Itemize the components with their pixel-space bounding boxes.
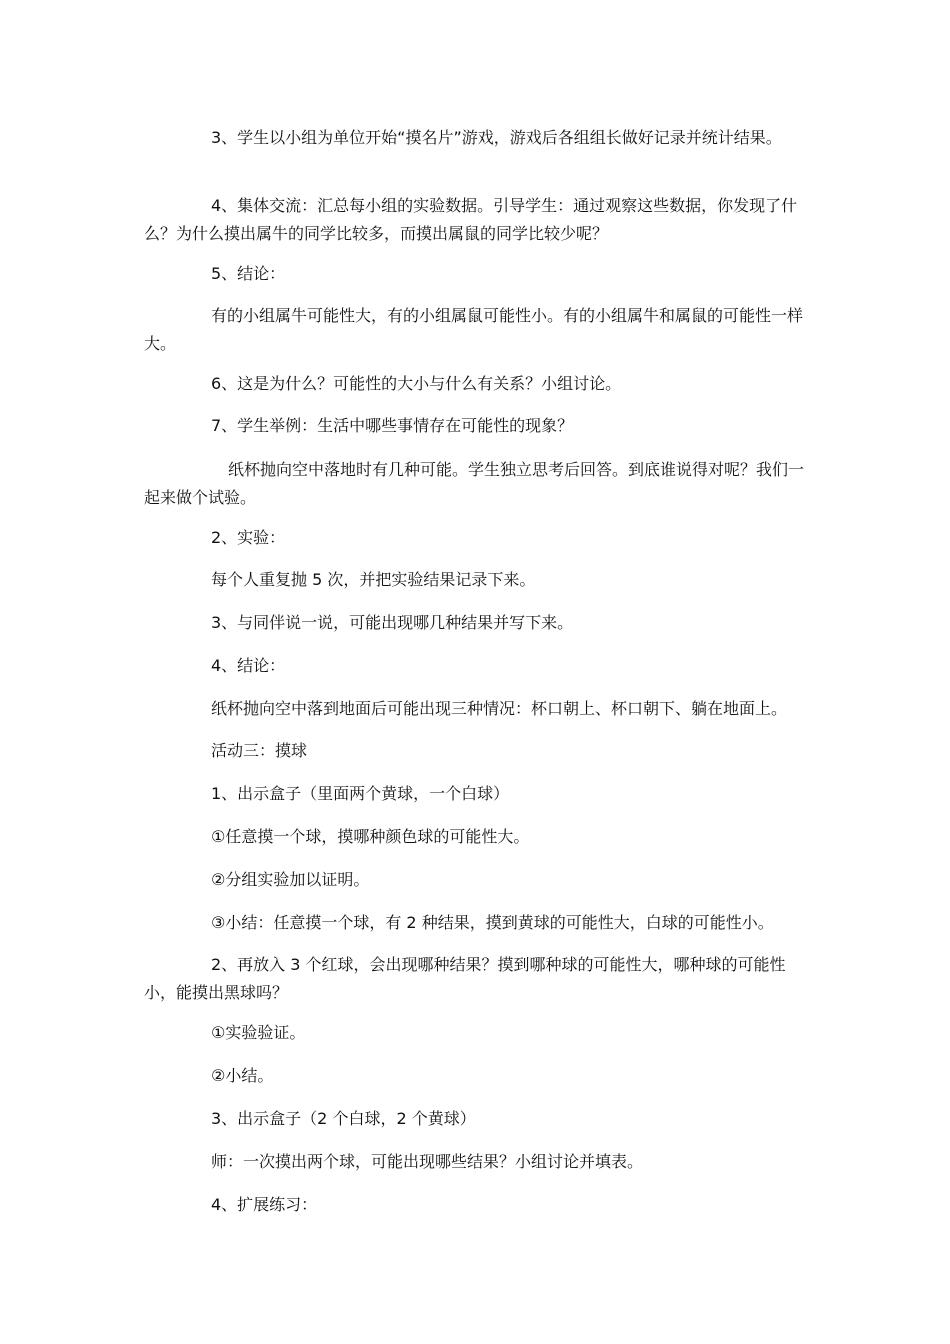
paragraph-throw-five-times: 每个人重复抛 5 次，并把实验结果记录下来。 [211, 570, 536, 589]
paragraph-group-proof: ②分组实验加以证明。 [211, 870, 370, 889]
paragraph-conclusion-heading-2: 4、结论： [211, 656, 286, 675]
paragraph-pick-one-ball: ①任意摸一个球，摸哪种颜色球的可能性大。 [211, 827, 530, 846]
paragraph-teacher-two-balls: 师：一次摸出两个球，可能出现哪些结果？小组讨论并填表。 [211, 1152, 644, 1171]
paragraph-experiment-verify: ①实验验证。 [211, 1023, 306, 1042]
paragraph-discuss-with-partner: 3、与同伴说一说，可能出现哪几种结果并写下来。 [211, 613, 574, 632]
paragraph-step5-conclusion-heading: 5、结论： [211, 264, 286, 283]
paragraph-summary-yellow-white: ③小结：任意摸一个球，有 2 种结果，摸到黄球的可能性大，白球的可能性小。 [211, 913, 774, 932]
paragraph-step3-name-card-game: 3、学生以小组为单位开始“摸名片”游戏，游戏后各组组长做好记录并统计结果。 [211, 128, 782, 147]
paragraph-add-red-balls: 2、再放入 3 个红球，会出现哪种结果？摸到哪种球的可能性大，哪种球的可能性小，能摸出黑球吗？ [144, 955, 786, 1002]
paragraph-conclusion-ox-rat: 有的小组属牛可能性大，有的小组属鼠可能性小。有的小组属牛和属鼠的可能性一样大。 [144, 306, 804, 353]
paragraph-step7-examples: 7、学生举例：生活中哪些事情存在可能性的现象？ [211, 416, 574, 435]
paragraph-step4-group-exchange: 4、集体交流：汇总每小组的实验数据。引导学生：通过观察这些数据，你发现了什么？为什么摸出属牛的同学比较多，而摸出属鼠的同学比较少呢？ [144, 196, 798, 243]
paragraph-show-box-two: 3、出示盒子（2 个白球，2 个黄球） [211, 1109, 476, 1128]
paragraph-paper-cup-question: 纸杯抛向空中落地时有几种可能。学生独立思考后回答。到底谁说得对呢？我们一起来做个试验。 [144, 460, 805, 507]
paragraph-activity-three-heading: 活动三：摸球 [211, 741, 308, 760]
paragraph-show-box-one: 1、出示盒子（里面两个黄球，一个白球） [211, 784, 510, 803]
paragraph-paper-cup-results: 纸杯抛向空中落到地面后可能出现三种情况：杯口朝上、杯口朝下、躺在地面上。 [211, 699, 788, 718]
paragraph-step6-why: 6、这是为什么？可能性的大小与什么有关系？小组讨论。 [211, 374, 622, 393]
paragraph-extension-practice: 4、扩展练习： [211, 1195, 318, 1214]
paragraph-summary: ②小结。 [211, 1066, 274, 1085]
paragraph-experiment-heading: 2、实验： [211, 528, 286, 547]
